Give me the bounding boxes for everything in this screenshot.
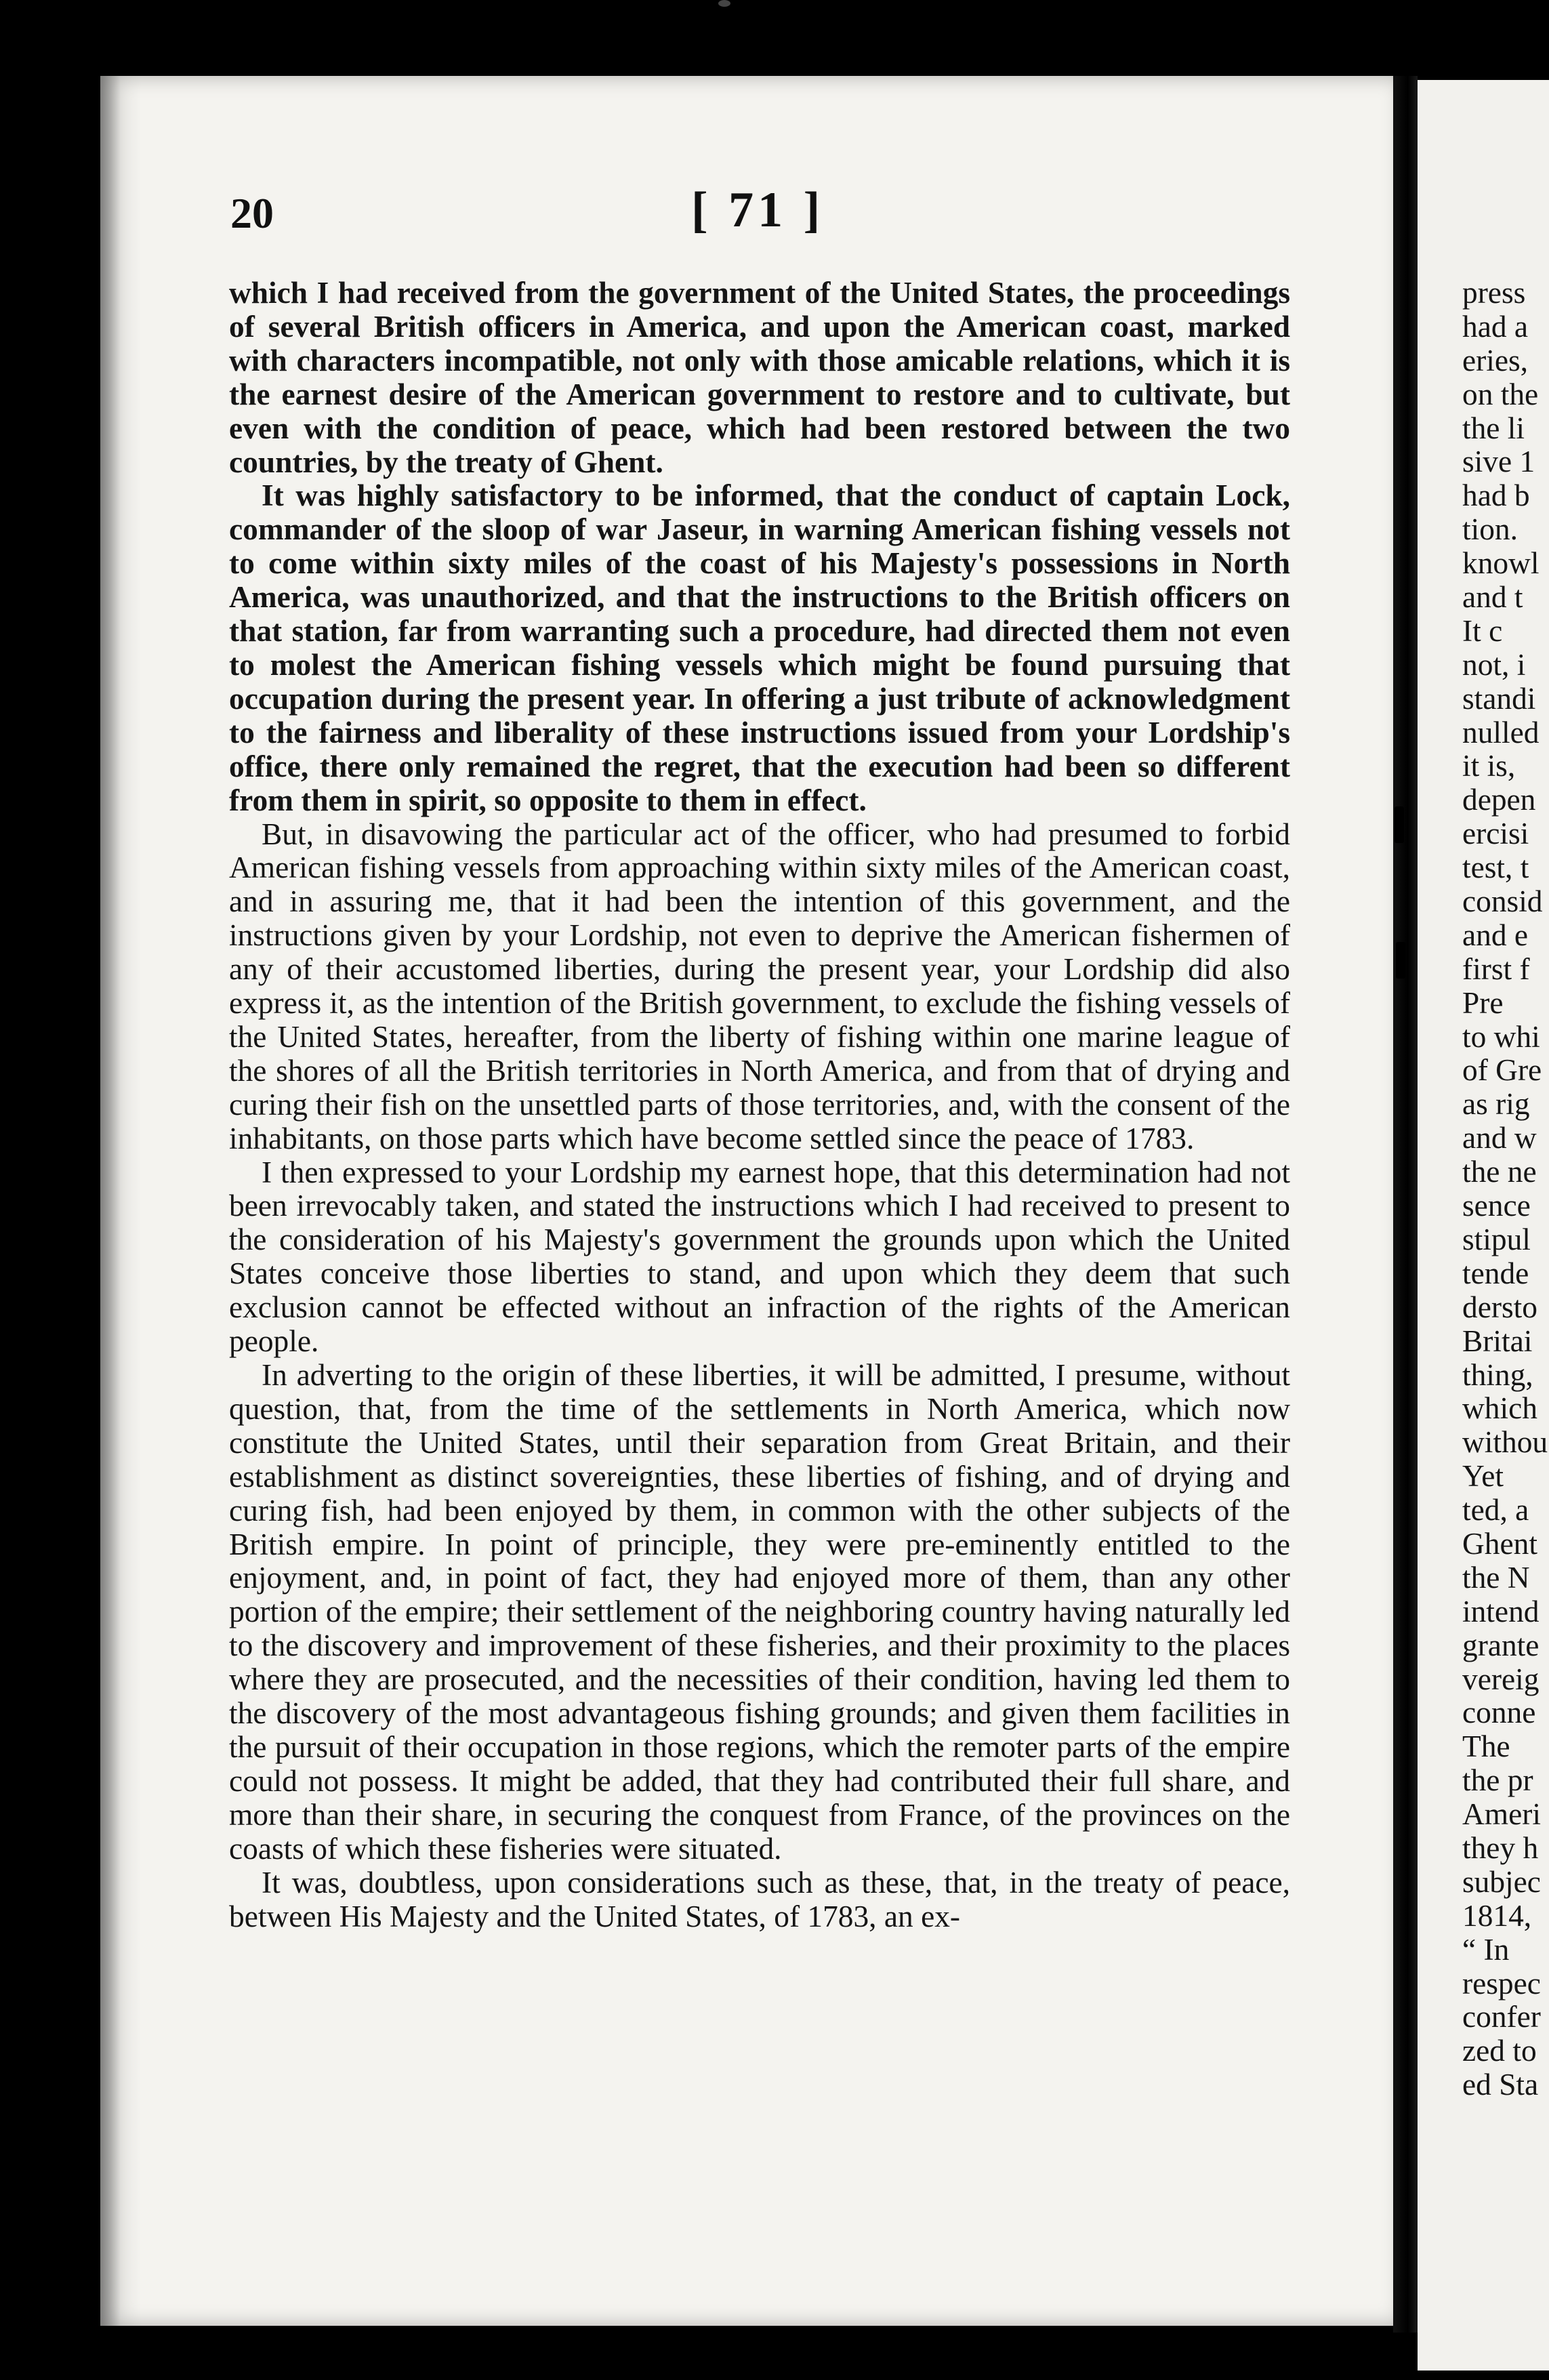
right-page-line: had b (1462, 478, 1530, 513)
right-page-line: withou (1462, 1425, 1548, 1460)
right-page-line: which (1462, 1391, 1537, 1426)
right-page-line: The (1462, 1729, 1510, 1764)
right-page-line: sence (1462, 1189, 1531, 1223)
right-page-line: tion. (1462, 512, 1518, 547)
binding-shadow (100, 76, 141, 2326)
gutter-notch (1395, 806, 1404, 843)
paragraph: But, in disavowing the particular act of the officer, who had presumed to forbid American fishing vessels from approaching within sixty miles of the American coast, and in assuring me, that it had been the intention of this government, and the instructions given by your Lordship, not even to deprive the American fishermen of any of their accustomed liberties, during the present year, your Lordship did also express it, as the intention of the British government, to exclude the fishing vessels of the United States, hereafter, from the liberty of fishing within one marine league of the shores of all the British territories in North America, and from that of drying and curing their fish on the unsettled parts of those territories, and, with the consent of the inhabitants, on those parts which have become settled since the peace of 1783. (229, 817, 1290, 1155)
bracketed-page-number: [ 71 ] (691, 182, 825, 238)
paragraph: In adverting to the origin of these liberties, it will be admitted, I presume, without question, that, from the time of the settlements in North America, which now constitute the United States, until their separation from Great Britain, and their establishment as distinct sovereignties, these liberties of fishing, and of drying and curing fish, had been enjoyed by them, in common with the other subjects of the British empire. In point of principle, they were pre-eminently entitled to the enjoyment, and, in point of fact, they had enjoyed more of them, than any other portion of the empire; their settlement of the neighboring country having naturally led to the discovery and improvement of these fisheries, and their proximity to the places where they are prosecuted, and the necessities of their condition, having led them to the discovery of the most advantageous fishing grounds; and given them facilities in the pursuit of their occupation in those regions, which the remoter parts of the empire could not possess. It might be added, that they had contributed their full share, and more than their share, in securing the conquest from France, of the provinces on the coasts of which these fisheries were situated. (229, 1358, 1290, 1866)
gutter-notch (1396, 942, 1405, 979)
book-gutter (1393, 76, 1418, 2333)
right-page-line: of Gre (1462, 1053, 1542, 1088)
right-page-line: conne (1462, 1696, 1536, 1730)
right-page-line: zed to (1462, 2034, 1537, 2068)
paragraph: I then expressed to your Lordship my earnest hope, that this determination had not been irrevocably taken, and stated the instructions which I had received to present to the consideration of his Majesty's government the grounds upon which the United States conceive those liberties to stand, and upon which they deem that such exclusion cannot be effected without an infraction of the rights of the American people. (229, 1155, 1290, 1359)
right-page-line: first f (1462, 951, 1530, 986)
right-page-line: ercisi (1462, 817, 1529, 851)
right-page-line: depen (1462, 783, 1536, 817)
paragraph: which I had received from the government of the United States, the proceedings of several British officers in America, and upon the American coast, marked with characters incompatible, not only with those amicable relations, which it is the earnest desire of the American government to restore and to cultivate, but even with the condition of peace, which had been restored between the two countries, by the treaty of Ghent. (229, 276, 1290, 479)
right-page-line: Pre (1462, 985, 1504, 1020)
right-page-line: the pr (1462, 1763, 1533, 1798)
right-page-line: had a (1462, 309, 1529, 344)
right-page-line: Yet (1462, 1459, 1504, 1494)
right-page-line: knowl (1462, 546, 1540, 581)
scan-speck (718, 0, 730, 7)
right-page-line: confer (1462, 2000, 1541, 2034)
right-page-line: and t (1462, 580, 1523, 615)
right-page-line: Britai (1462, 1324, 1533, 1358)
right-page-line: they h (1462, 1830, 1539, 1865)
right-page-text (1462, 276, 1549, 2102)
paragraph: It was highly satisfactory to be informed, that the conduct of captain Lock, commander of the sloop of war Jaseur, in warning American fishing vessels not to come within sixty miles of the coast of his Majesty's possessions in North America, was unauthorized, and that the instructions to the British officers on that station, far from warranting such a procedure, had directed them not even to molest the American fishing vessels which might be found pursuing that occupation during the present year. In offering a just tribute of acknowledgment to the fairness and liberality of these instructions issued from your Lordship's office, there only remained the regret, that the execution had been so different from them in spirit, so opposite to them in effect. (229, 478, 1290, 817)
right-page-line: Ghent (1462, 1526, 1537, 1561)
right-page-line: eries, (1462, 343, 1529, 377)
right-page-line: “ In (1462, 1932, 1510, 1967)
right-page-line: consid (1462, 884, 1543, 919)
page-header (230, 182, 1044, 256)
right-page-line: the ne (1462, 1155, 1537, 1189)
right-page-line: It c (1462, 613, 1503, 648)
right-page-line: press (1462, 276, 1526, 310)
right-page-line: and e (1462, 918, 1529, 952)
letter-body (229, 276, 1290, 1933)
right-page-line: the N (1462, 1560, 1530, 1595)
right-page-line: Ameri (1462, 1797, 1541, 1832)
right-page-line: ed Sta (1462, 2068, 1539, 2102)
right-page-line: tende (1462, 1256, 1529, 1290)
right-page-line: sive 1 (1462, 445, 1535, 479)
right-page-line: on the (1462, 377, 1539, 411)
right-page-line: the li (1462, 411, 1525, 445)
right-page-line: vereig (1462, 1662, 1540, 1696)
printed-page-number: 20 (230, 189, 274, 237)
right-page-line: standi (1462, 681, 1536, 716)
right-page-line: respec (1462, 1966, 1541, 2001)
right-page-line: stipul (1462, 1222, 1531, 1256)
right-page-line: as rig (1462, 1087, 1530, 1122)
right-page-line: dersto (1462, 1290, 1537, 1324)
right-page-line: nulled (1462, 715, 1540, 750)
right-page-line: it is, (1462, 749, 1516, 783)
right-page-line: intend (1462, 1594, 1540, 1628)
right-page-line: ted, a (1462, 1493, 1529, 1527)
right-page-line: subjec (1462, 1864, 1541, 1899)
right-page-line: 1814, (1462, 1898, 1532, 1933)
paragraph: It was, doubtless, upon considerations such as these, that, in the treaty of peace, between His Majesty and the United States, of 1783, an ex- (229, 1865, 1290, 1933)
right-page-line: to whi (1462, 1019, 1540, 1054)
right-page-line: test, t (1462, 850, 1529, 885)
right-page-line: grante (1462, 1628, 1540, 1662)
right-page-line: and w (1462, 1121, 1537, 1155)
right-page-line: not, i (1462, 647, 1526, 682)
right-page-line: thing, (1462, 1357, 1533, 1392)
